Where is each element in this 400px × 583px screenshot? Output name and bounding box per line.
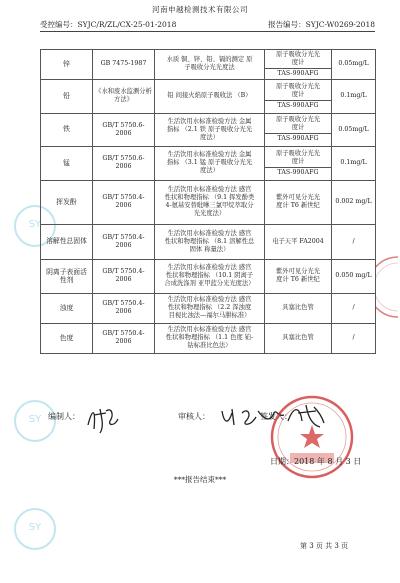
test-item-cell: 锰 — [41, 146, 93, 180]
report-number-label: 报告编号： — [268, 20, 306, 29]
table-row — [41, 79, 376, 113]
controlled-number — [40, 19, 176, 30]
table-row — [41, 224, 376, 259]
table-row — [41, 323, 376, 353]
report-number — [268, 19, 375, 30]
instrument-cell — [265, 50, 332, 80]
instrument-line: 度计 T6 新世纪 — [276, 202, 320, 210]
issued-by-label: 签发人： — [260, 412, 292, 421]
detection-limit-cell: / — [332, 293, 376, 323]
company-seal-icon — [268, 393, 356, 481]
method-cell — [155, 180, 265, 224]
test-item-cell: 色度 — [41, 323, 93, 353]
report-end-text: ***报告结束*** — [173, 475, 227, 484]
instrument-model: TAS-990AFG — [265, 68, 331, 78]
reviewed-by-label: 审核人： — [178, 412, 210, 421]
method-line: 性状和物理指标 （2.2 浑浊度 — [167, 304, 252, 312]
instrument-line: 度计 T6 新世纪 — [276, 276, 320, 284]
method-line: 指标 （2.1 铁 原子吸收分光光 — [166, 125, 253, 133]
method-line: 生活饮用水标准检验方法 金属 — [167, 117, 252, 125]
instrument-line: 原子吸收分光光 — [275, 82, 321, 90]
detection-limit-cell: 0.050 mg/L — [332, 259, 376, 293]
method-cell — [155, 224, 265, 259]
method-cell — [155, 50, 265, 80]
prepared-by-label: 编制人： — [48, 412, 80, 421]
test-item-cell: 锌 — [41, 50, 93, 80]
method-line: 性状和物理指标 （9.1 挥发酚类 — [164, 194, 255, 202]
method-cell — [155, 113, 265, 146]
method-cell — [155, 323, 265, 353]
method-line: 目视比浊法—福尔马肼标准） — [168, 312, 251, 319]
test-item-cell: 阴离子表面活性剂 — [41, 259, 93, 293]
controlled-number-value: SYJC/R/ZL/CX-25-01-2018 — [77, 20, 177, 29]
method-line: 性状和物理指标 （8.1 溶解性总 — [164, 237, 255, 245]
method-line: 生活饮用水标准检验方法 感官 — [167, 326, 252, 334]
standard-cell: GB/T 5750.4-2006 — [93, 224, 155, 259]
watermark-logo-icon: SY — [14, 205, 56, 247]
method-line: 铅 间接火焰原子吸收法 （B） — [167, 92, 252, 100]
standard-cell: GB/T 5750.4-2006 — [93, 180, 155, 224]
method-line: 子吸收分光光度法 — [184, 64, 235, 72]
watermark-logo-icon: SY — [14, 508, 56, 550]
prepared-by-signature-icon — [84, 401, 124, 435]
detection-limit-cell: / — [332, 323, 376, 353]
method-cell — [155, 259, 265, 293]
page-number: 第 3 页 共 3 页 — [300, 542, 349, 550]
method-line: 指标 （3.1 锰 原子吸收分光光 — [166, 159, 253, 167]
method-line: 4-氨基安替吡啉三氯甲烷萃取分 — [165, 202, 254, 210]
report-date — [270, 456, 361, 467]
instrument-line: 紫外可见分光光 — [275, 268, 321, 276]
instrument-line: 原子吸收分光光 — [275, 51, 321, 58]
date-value: 2018 年 8 月 3 日 — [294, 457, 362, 466]
detection-limit-cell: 0.05mg/L — [332, 50, 376, 80]
detection-limit-cell: 0.05mg/L — [332, 113, 376, 146]
standard-cell: GB/T 5750.4-2006 — [93, 323, 155, 353]
instrument-cell — [265, 146, 332, 180]
instrument-line: 原子吸收分光光 — [275, 149, 321, 157]
instrument-cell — [265, 180, 332, 224]
method-line: 固体 称量法） — [189, 245, 230, 253]
instrument-model: TAS-990AFG — [265, 100, 331, 110]
method-line: 度法） — [200, 133, 219, 141]
date-label: 日期： — [270, 457, 294, 466]
method-line: 性状和物理指标 （1.1 色度 铂- — [165, 334, 254, 342]
instrument-line: 具塞比色管 — [282, 334, 314, 342]
instrument-line: 度计 — [291, 124, 305, 132]
method-line: 光光度法） — [193, 209, 226, 217]
instrument-line: 度计 — [291, 157, 305, 165]
instrument-line: 度计 — [291, 58, 305, 66]
method-line: 钴标准比色法） — [187, 342, 232, 349]
watermark-logo-icon: SY — [14, 400, 56, 442]
method-line: 性状和物理指标 （10.1 阴离子 — [165, 272, 254, 280]
table-row — [41, 50, 376, 80]
controlled-number-label: 受控编号： — [40, 20, 78, 29]
method-line: 生活饮用水标准检验方法 感官 — [167, 296, 252, 304]
instrument-line: 紫外可见分光光 — [275, 194, 321, 202]
standard-cell: GB/T 5750.6-2006 — [93, 146, 155, 180]
table-row — [41, 180, 376, 224]
table-row — [41, 259, 376, 293]
instrument-model: TAS-990AFG — [265, 167, 331, 177]
method-line: 度法） — [200, 167, 219, 174]
method-cell — [155, 293, 265, 323]
instrument-cell — [265, 259, 332, 293]
detection-limit-cell: 0.1mg/L — [332, 146, 376, 180]
instrument-cell — [265, 224, 332, 259]
instrument-line: 度计 — [291, 90, 305, 98]
report-number-value: SYJC-W0269-2018 — [305, 20, 375, 29]
method-line: 生活饮用水标准检验方法 感官 — [167, 229, 252, 237]
test-results-table — [40, 49, 376, 354]
method-line: 生活饮用水标准检验方法 金属 — [167, 151, 252, 159]
standard-cell: GB/T 5750.4-2006 — [93, 293, 155, 323]
test-item-cell: 溶解性总固体 — [41, 224, 93, 259]
test-item-cell: 铁 — [41, 113, 93, 146]
method-cell — [155, 146, 265, 180]
instrument-line: 具塞比色管 — [282, 304, 314, 312]
instrument-cell — [265, 113, 332, 146]
instrument-cell — [265, 293, 332, 323]
standard-cell: 《水和废水监测分析方法》 — [93, 79, 155, 113]
test-item-cell: 挥发酚 — [41, 180, 93, 224]
instrument-line: 电子天平 FA2004 — [272, 237, 324, 245]
company-name: 河南申越检测技术有限公司 — [152, 5, 248, 14]
instrument-line: 原子吸收分光光 — [275, 116, 321, 124]
standard-cell: GB 7475-1987 — [93, 50, 155, 80]
detection-limit-cell: 0.1mg/L — [332, 79, 376, 113]
table-row — [41, 113, 376, 146]
method-line: 合成洗涤剂 亚甲蓝分光光度法） — [164, 280, 255, 287]
standard-cell: GB/T 5750.6-2006 — [93, 113, 155, 146]
standard-cell: GB/T 5750.4-2006 — [93, 259, 155, 293]
detection-limit-cell: 0.002 mg/L — [332, 180, 376, 224]
instrument-model: TAS-990AFG — [265, 133, 331, 143]
detection-limit-cell: / — [332, 224, 376, 259]
instrument-cell — [265, 79, 332, 113]
table-row — [41, 146, 376, 180]
method-line: 生活饮用水标准检验方法 感官 — [167, 186, 252, 194]
instrument-cell — [265, 323, 332, 353]
report-meta-row — [40, 19, 375, 32]
test-item-cell: 铅 — [41, 79, 93, 113]
method-line: 水质 铜、锌、铅、镉的测定 原 — [166, 56, 253, 64]
seam-seal-icon — [376, 255, 398, 319]
method-cell — [155, 79, 265, 113]
test-item-cell: 浊度 — [41, 293, 93, 323]
method-line: 生活饮用水标准检验方法 感官 — [167, 264, 252, 272]
table-row — [41, 293, 376, 323]
